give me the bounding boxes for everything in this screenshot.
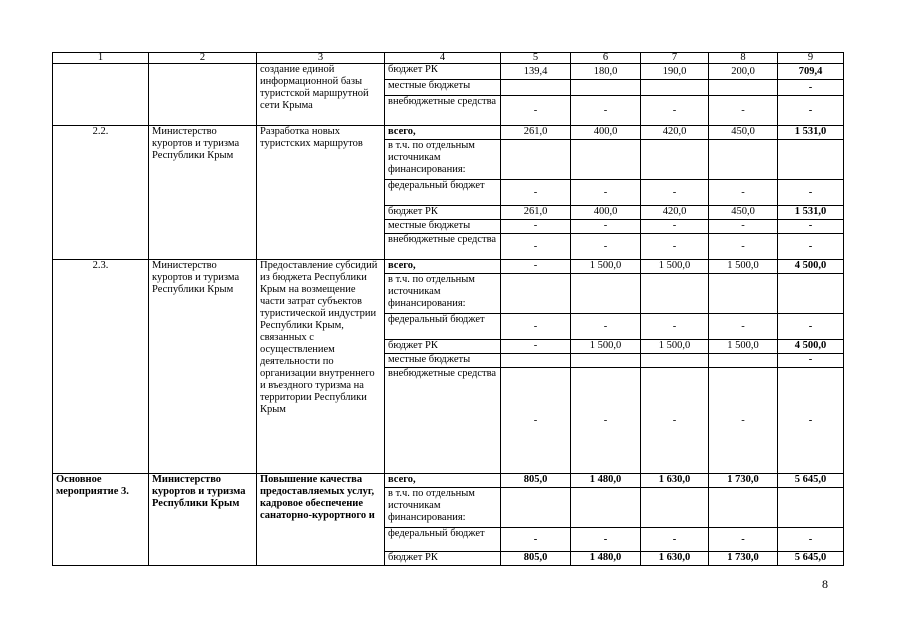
value-cell: - bbox=[571, 234, 641, 260]
funding-source: местные бюджеты bbox=[385, 354, 501, 368]
funding-source: местные бюджеты bbox=[385, 220, 501, 234]
value-cell: 1 500,0 bbox=[641, 340, 709, 354]
measure-name: Разработка новых туристских маршрутов bbox=[257, 126, 385, 260]
value-cell: - bbox=[709, 528, 778, 552]
value-cell: 180,0 bbox=[571, 64, 641, 80]
funding-source: всего, bbox=[385, 126, 501, 140]
value-cell: 805,0 bbox=[501, 552, 571, 566]
value-cell bbox=[709, 354, 778, 368]
value-cell: - bbox=[641, 368, 709, 474]
header-cell: 8 bbox=[709, 53, 778, 64]
value-cell: 450,0 bbox=[709, 206, 778, 220]
value-cell: - bbox=[571, 368, 641, 474]
value-cell: 1 630,0 bbox=[641, 474, 709, 488]
value-cell: 1 500,0 bbox=[571, 340, 641, 354]
executor: Министерство курортов и туризма Республики Крым bbox=[149, 474, 257, 566]
value-cell bbox=[501, 80, 571, 96]
value-cell: 139,4 bbox=[501, 64, 571, 80]
executor bbox=[149, 64, 257, 126]
value-cell bbox=[641, 354, 709, 368]
funding-source: в т.ч. по отдельным источникам финансирования: bbox=[385, 140, 501, 180]
value-cell bbox=[709, 140, 778, 180]
value-cell: 1 730,0 bbox=[709, 474, 778, 488]
value-cell: - bbox=[778, 234, 844, 260]
value-cell: - bbox=[778, 354, 844, 368]
value-cell: - bbox=[778, 80, 844, 96]
funding-source: бюджет РК bbox=[385, 64, 501, 80]
value-cell: - bbox=[778, 528, 844, 552]
value-cell: 1 500,0 bbox=[709, 340, 778, 354]
header-cell: 5 bbox=[501, 53, 571, 64]
value-cell bbox=[778, 140, 844, 180]
header-cell: 1 bbox=[53, 53, 149, 64]
value-cell bbox=[501, 488, 571, 528]
value-cell bbox=[709, 488, 778, 528]
value-cell: - bbox=[709, 96, 778, 126]
table-row bbox=[53, 126, 844, 140]
value-cell: - bbox=[641, 96, 709, 126]
value-cell: - bbox=[501, 528, 571, 552]
budget-table bbox=[52, 52, 844, 566]
value-cell: 400,0 bbox=[571, 206, 641, 220]
value-cell: 261,0 bbox=[501, 126, 571, 140]
funding-source: бюджет РК bbox=[385, 552, 501, 566]
value-cell: - bbox=[709, 180, 778, 206]
header-cell: 2 bbox=[149, 53, 257, 64]
value-cell: - bbox=[571, 180, 641, 206]
value-cell: 400,0 bbox=[571, 126, 641, 140]
funding-source: бюджет РК bbox=[385, 340, 501, 354]
value-cell: - bbox=[501, 220, 571, 234]
value-cell: 1 630,0 bbox=[641, 552, 709, 566]
value-cell: 420,0 bbox=[641, 126, 709, 140]
value-cell bbox=[571, 80, 641, 96]
funding-source: внебюджетные средства bbox=[385, 234, 501, 260]
executor: Министерство курортов и туризма Республики Крым bbox=[149, 260, 257, 474]
value-cell: 4 500,0 bbox=[778, 260, 844, 274]
value-cell: - bbox=[641, 314, 709, 340]
executor: Министерство курортов и туризма Республики Крым bbox=[149, 126, 257, 260]
value-cell bbox=[501, 354, 571, 368]
value-cell bbox=[571, 354, 641, 368]
value-cell: - bbox=[501, 340, 571, 354]
table-row bbox=[53, 260, 844, 274]
header-cell: 9 bbox=[778, 53, 844, 64]
funding-source: федеральный бюджет bbox=[385, 314, 501, 340]
measure-name: Повышение качества предоставляемых услуг, кадровое обеспечение санаторно-курортного и bbox=[257, 474, 385, 566]
row-number: Основное мероприятие 3. bbox=[53, 474, 149, 566]
value-cell: 5 645,0 bbox=[778, 474, 844, 488]
value-cell: - bbox=[641, 220, 709, 234]
value-cell bbox=[709, 80, 778, 96]
table-row bbox=[53, 474, 844, 488]
value-cell: 1 730,0 bbox=[709, 552, 778, 566]
funding-source: местные бюджеты bbox=[385, 80, 501, 96]
value-cell: - bbox=[641, 528, 709, 552]
measure-name: создание единой информационной базы туристской маршрутной сети Крыма bbox=[257, 64, 385, 126]
value-cell: - bbox=[571, 220, 641, 234]
funding-source: федеральный бюджет bbox=[385, 528, 501, 552]
value-cell bbox=[778, 274, 844, 314]
funding-source: всего, bbox=[385, 474, 501, 488]
value-cell: 1 480,0 bbox=[571, 552, 641, 566]
value-cell: 1 531,0 bbox=[778, 126, 844, 140]
value-cell bbox=[641, 80, 709, 96]
value-cell: - bbox=[501, 314, 571, 340]
value-cell bbox=[641, 140, 709, 180]
value-cell: 805,0 bbox=[501, 474, 571, 488]
value-cell: - bbox=[501, 180, 571, 206]
value-cell bbox=[501, 140, 571, 180]
header-cell: 4 bbox=[385, 53, 501, 64]
value-cell: - bbox=[778, 368, 844, 474]
funding-source: бюджет РК bbox=[385, 206, 501, 220]
value-cell: 420,0 bbox=[641, 206, 709, 220]
row-number: 2.3. bbox=[53, 260, 149, 474]
funding-source: внебюджетные средства bbox=[385, 96, 501, 126]
value-cell bbox=[641, 274, 709, 314]
row-number bbox=[53, 64, 149, 126]
value-cell: - bbox=[501, 260, 571, 274]
value-cell: - bbox=[501, 234, 571, 260]
value-cell: - bbox=[709, 314, 778, 340]
value-cell: 190,0 bbox=[641, 64, 709, 80]
value-cell bbox=[501, 274, 571, 314]
value-cell: 1 480,0 bbox=[571, 474, 641, 488]
value-cell bbox=[709, 274, 778, 314]
measure-name: Предоставление субсидий из бюджета Республики Крым на возмещение части затрат субъектов туристической индустрии Республики Крым, связанных с осуществлением деятельности по организации внутреннего и въездного туризма на территории Республики Крым bbox=[257, 260, 385, 474]
header-cell: 6 bbox=[571, 53, 641, 64]
value-cell: 261,0 bbox=[501, 206, 571, 220]
table-row bbox=[53, 64, 844, 80]
value-cell: 1 500,0 bbox=[709, 260, 778, 274]
value-cell: - bbox=[501, 368, 571, 474]
value-cell: - bbox=[641, 234, 709, 260]
value-cell: 709,4 bbox=[778, 64, 844, 80]
funding-source: внебюджетные средства bbox=[385, 368, 501, 474]
header-cell: 7 bbox=[641, 53, 709, 64]
value-cell: - bbox=[709, 220, 778, 234]
value-cell bbox=[571, 488, 641, 528]
value-cell: - bbox=[709, 368, 778, 474]
value-cell: - bbox=[571, 528, 641, 552]
value-cell: 1 500,0 bbox=[641, 260, 709, 274]
value-cell: - bbox=[778, 220, 844, 234]
funding-source: всего, bbox=[385, 260, 501, 274]
value-cell: 200,0 bbox=[709, 64, 778, 80]
funding-source: в т.ч. по отдельным источникам финансирования: bbox=[385, 274, 501, 314]
page-number: 8 bbox=[822, 577, 828, 591]
header-row bbox=[53, 53, 844, 64]
value-cell: 450,0 bbox=[709, 126, 778, 140]
value-cell: - bbox=[709, 234, 778, 260]
value-cell bbox=[571, 274, 641, 314]
funding-source: федеральный бюджет bbox=[385, 180, 501, 206]
funding-source: в т.ч. по отдельным источникам финансирования: bbox=[385, 488, 501, 528]
value-cell: - bbox=[641, 180, 709, 206]
row-number: 2.2. bbox=[53, 126, 149, 260]
value-cell: 1 500,0 bbox=[571, 260, 641, 274]
value-cell: - bbox=[571, 96, 641, 126]
value-cell: 5 645,0 bbox=[778, 552, 844, 566]
value-cell: - bbox=[778, 314, 844, 340]
value-cell: - bbox=[571, 314, 641, 340]
header-cell: 3 bbox=[257, 53, 385, 64]
value-cell: - bbox=[501, 96, 571, 126]
value-cell bbox=[778, 488, 844, 528]
value-cell bbox=[641, 488, 709, 528]
value-cell: - bbox=[778, 96, 844, 126]
value-cell: - bbox=[778, 180, 844, 206]
value-cell: 1 531,0 bbox=[778, 206, 844, 220]
value-cell bbox=[571, 140, 641, 180]
value-cell: 4 500,0 bbox=[778, 340, 844, 354]
